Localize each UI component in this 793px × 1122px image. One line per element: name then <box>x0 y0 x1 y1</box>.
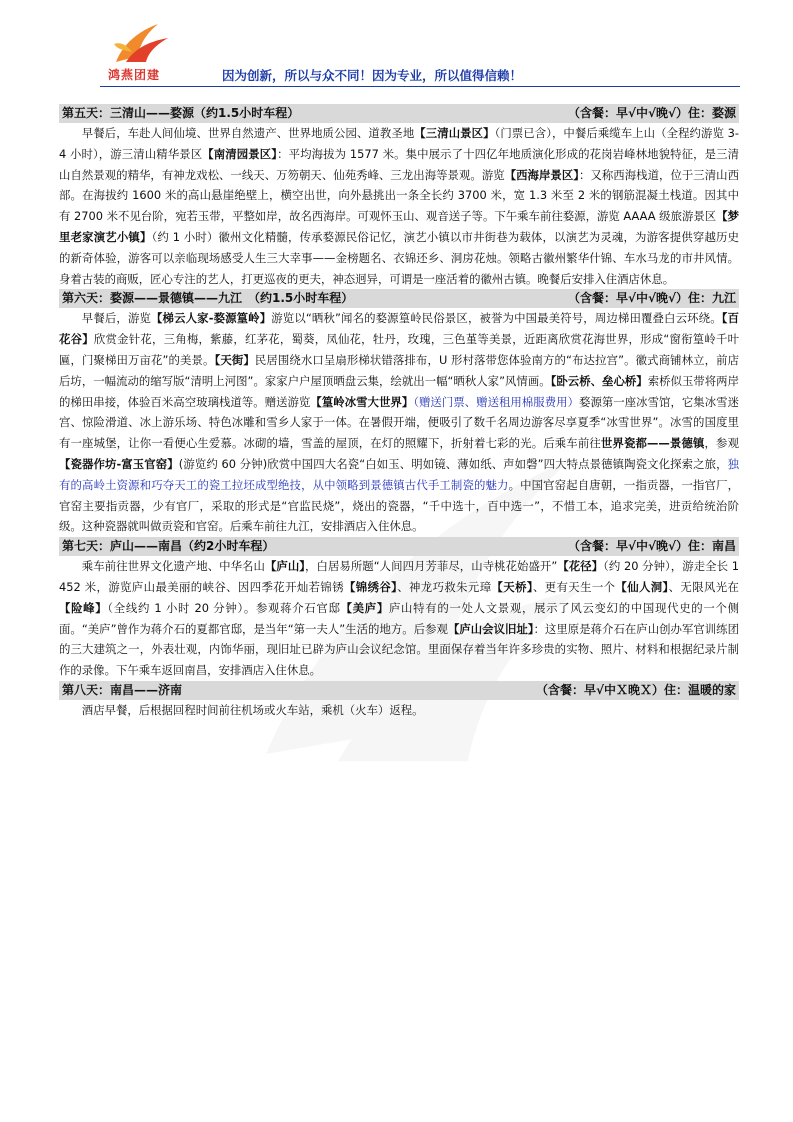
day-description <box>59 700 739 721</box>
description-text: 酒店早餐，后根据回程时间前往机场或火车站，乘机（火车）返程。 <box>81 702 424 717</box>
day-meals-lodging: （含餐：早√中√晚√）住：九江 <box>567 291 736 306</box>
day-title: 第七天：庐山——南昌（约2小时车程） <box>62 539 275 554</box>
highlight-text: 独有的高岭土资源和巧夺天工的瓷工拉坯成型绝技，从中领略到景德镇古代手工制瓷的魅力 <box>59 456 739 492</box>
header-slogan: 因为创新，所以与众不同！因为专业，所以值得信赖！ <box>222 68 523 83</box>
day-description <box>59 556 739 681</box>
attraction-name: 【庐山】 <box>264 559 306 574</box>
day-header <box>59 537 739 556</box>
attraction-name: 【险峰】 <box>59 600 108 615</box>
description-text: 。中国官窑起自唐朝，一指贡器，一指官厂，官窑主要指贡器，少有官厂，采取的形式是“官监民烧”，烧出的瓷器，“千中选十，百中选一”，不惜工本，追求完美，进贡给统治阶级。这种瓷器就叫做贡瓷和官窑。后乘车前往九江，安排酒店入住休息。 <box>59 477 739 534</box>
description-text: 早餐后，车赴人间仙境、世界自然遗产、世界地质公园、道教圣地 <box>81 126 415 140</box>
description-text: 庐山特有的一处人文景观，展示了风云变幻的中国现代史的一个侧面。“美庐”曾作为蒋介石的夏都官邸，是当年“第一夫人”生活的地方。后参观 <box>59 600 739 636</box>
description-text: （约 20 分钟），游走全长 1452 米，游览庐山最美丽的峡谷、因四季花开灿若锦锈 <box>59 559 739 594</box>
page-header <box>100 22 740 88</box>
header-divider <box>100 86 740 87</box>
description-text: ：这里原是蒋介石在庐山创办军官训练团的三大建筑之一，外表壮观，内饰华丽，现旧址已辟为庐山会议纪念馆。里面保存着当年许多珍贵的实物、照片、材料和根据纪录片制作的录像。下午乘车返回南昌，安排酒店入住休息。 <box>59 621 739 678</box>
day-meals-lodging: （含餐：早√中√晚√）住：婺源 <box>567 106 736 120</box>
attraction-name: 【梯云人家-婺源篁岭】 <box>151 311 272 326</box>
description-text: 欣赏金针花，三角梅，紫藤，红茅花，蜀葵，凤仙花，牡丹，玫瑰，三色堇等美景，近距离欣赏花海世界，形成“窗衔篁岭千叶匾，门聚梯田万亩花”的美景。 <box>59 332 739 367</box>
day-meals-lodging: （含餐：早√中√晚√）住：南昌 <box>567 539 736 554</box>
attraction-name: 【梦里老家演艺小镇】 <box>59 209 739 244</box>
attraction-name: 【锦绣谷】 <box>344 579 398 594</box>
attraction-name: 【瓷器作坊-富玉官窑】 <box>59 456 179 471</box>
brand-name: 鸿燕团建 <box>108 68 161 82</box>
description-text: 早餐后，游览 <box>81 311 152 326</box>
description-text: 、无限风光在 <box>668 579 739 594</box>
day-title: 第六天：婺源——景德镇——九江 （约1.5小时车程） <box>62 291 354 306</box>
attraction-name: 【天街】 <box>214 352 255 367</box>
attraction-name: 【花径】 <box>557 559 604 574</box>
attraction-name: 【美庐】 <box>340 600 389 615</box>
description-text: (游览约 60 分钟)欣赏中国四大名瓷“白如玉、明如镜、薄如纸、声如磬”四大特点景德镇陶瓷文化探索之旅， <box>178 456 728 471</box>
itinerary-content <box>59 104 739 721</box>
description-text: ：平均海拔为 1577 米。集中展示了十四亿年地质演化形成的花岗岩峰林地貌特征，是三清山自然景观的精华，有神龙戏松、一线天、万笏朝天、仙苑秀峰、三龙出海等景观。游览 <box>59 146 739 182</box>
description-text: ，白居易所题“人间四月芳菲尽，山寺桃花始盛开” <box>305 559 558 574</box>
attraction-name: 【西海岸景区】 <box>504 167 580 182</box>
day-description <box>59 308 739 537</box>
description-text: 游览以“晒秋”闻名的婺源篁岭民俗景区，被誉为中国最美符号，周边梯田覆叠白云环绕。 <box>271 311 722 326</box>
description-text: 索桥似玉带将两岸的梯田串接，体验百米高空玻璃栈道等。赠送游览 <box>59 373 739 409</box>
description-text: 婺源第一座冰雪馆，它集冰雪迷宫、惊险滑道、冰上游乐场、特色冰雕和雪乡人家于一体。在暑假开端，便吸引了数千名周边游客尽享夏季“冰雪世界”。冰雪的国度里有一座城堡，让你一看便心生爱慕。冰砌的墙，雪盖的屋顶，在灯的照耀下，折射着七彩的光。后乘车前往 <box>59 394 739 451</box>
day-description <box>59 123 739 289</box>
description-text: （约 1 小时）徽州文化精髓，传承婺源民俗记忆，演艺小镇以市井街巷为载体，以演艺为灵魂，为游客提供穿越历史的新奇体验，游客可以亲临现场感受人生三大幸事——金榜题名、衣锦还乡、洞房花烛。领略古徽州繁华什锦、车水马龙的市井风情。身着古装的商贩，匠心专注的艺人，打更巡夜的更夫，神态迥异，可谓是一座活着的徽州古镇。晚餐后安排入住酒店休息。 <box>59 229 739 286</box>
attraction-name: 【卧云桥、垒心桥】 <box>550 373 648 388</box>
day-header <box>59 289 739 308</box>
attraction-name: 【南清园景区】 <box>202 146 278 161</box>
day-title: 第八天：南昌——济南 <box>62 682 183 697</box>
day-header <box>59 104 739 123</box>
attraction-name: 【庐山会议旧址】 <box>447 621 534 636</box>
attraction-name: 【仙人洞】 <box>615 579 669 594</box>
description-text: ：又称西海栈道，位于三清山西部。在海拔约 1600 米的高山悬崖绝壁上，横空出世，向外悬挑出一条全长约 3700 米，宽 1.3 米至 2 米的钢筋混凝土栈道。因其中有 2700 米不见台阶，宛若玉带，平整如岸，故名西海岸。可观怀玉山、观音送子等。下午乘车前往婺源，游览 AAAA 级旅游景区 <box>59 167 739 224</box>
description-text: 、神龙巧救朱元璋 <box>397 579 492 594</box>
description-text: （全线约 1 小时 20 分钟）。参观蒋介石官邸 <box>107 600 341 615</box>
day-title: 第五天：三清山——婺源（约1.5小时车程） <box>62 106 300 120</box>
attraction-name: 【三清山景区】 <box>414 126 495 140</box>
description-text: 民居围绕水口呈扇形梯状错落排布，U 形村落带您体验南方的“布达拉宫”。徽式商铺林立，前店后坊，一幅流动的缩写版“清明上河图”。家家户户屋顶晒盘云集，绘就出一幅“晒秋人家”风情画。 <box>59 352 740 388</box>
day-header <box>59 681 739 700</box>
description-text: 乘车前往世界文化遗产地、中华名山 <box>81 559 265 574</box>
highlight-text: （赠送门票、赠送租用棉服费用） <box>413 394 580 409</box>
description-text: ，参观 <box>704 436 739 451</box>
attraction-name: 【篁岭冰雪大世界】 <box>310 394 414 409</box>
day-meals-lodging: （含餐：早√中Ｘ晚Ｘ）住：温暖的家 <box>535 682 736 697</box>
swallow-logo-icon <box>112 22 172 66</box>
attraction-name: 【百花谷】 <box>59 311 739 347</box>
attraction-name: 【天桥】 <box>491 579 533 594</box>
description-text: 、更有天生一个 <box>532 579 616 594</box>
description-text: （门票已含），中餐后乘缆车上山（全程约游览 3-4 小时），游三清山精华景区 <box>59 126 739 161</box>
attraction-name: 世界瓷都——景德镇 <box>600 436 705 451</box>
